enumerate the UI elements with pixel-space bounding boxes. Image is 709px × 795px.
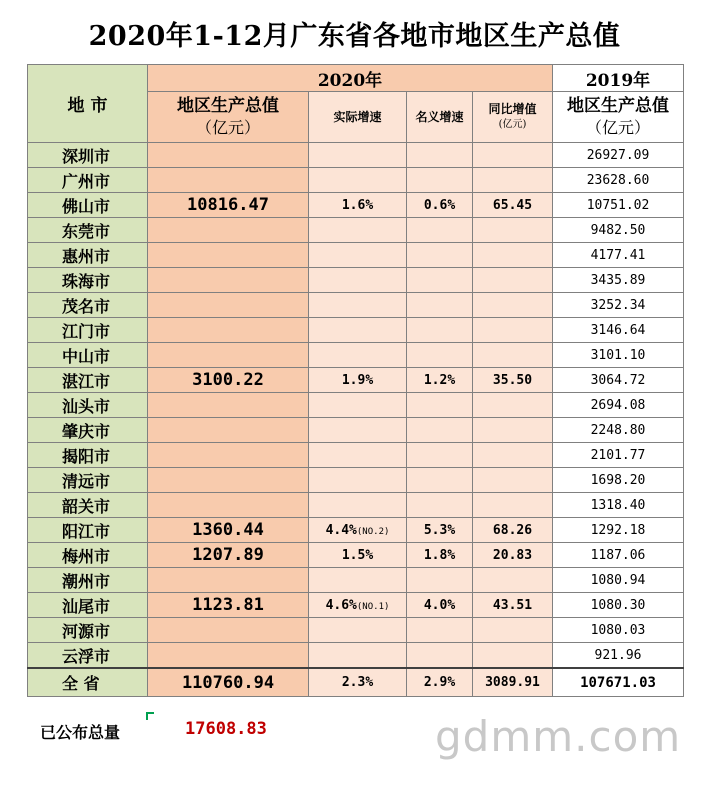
real-growth-cell	[309, 393, 407, 418]
table-row	[28, 568, 684, 593]
real-growth-cell	[309, 443, 407, 468]
gdp-2020-cell	[148, 443, 309, 468]
gdp-2019-cell: 26927.09	[553, 143, 684, 168]
header-gdp-2020	[148, 92, 309, 143]
gdp-table-body	[28, 65, 684, 697]
yoy-increase-cell	[473, 418, 553, 443]
nominal-growth-cell: 1.2%	[407, 368, 473, 393]
city-cell: 揭阳市	[28, 443, 148, 468]
header-gdp-2019-unit: （亿元）	[585, 118, 650, 137]
nominal-growth-cell	[407, 218, 473, 243]
city-cell: 广州市	[28, 168, 148, 193]
header-city: 地 市	[28, 65, 148, 143]
real-growth-cell	[309, 418, 407, 443]
yoy-increase-cell: 68.26	[473, 518, 553, 543]
city-cell: 韶关市	[28, 493, 148, 518]
table-row	[28, 143, 684, 168]
total-label-cell: 全 省	[28, 668, 148, 697]
gdp-2020-cell: 3100.22	[148, 368, 309, 393]
table-row	[28, 543, 684, 568]
gdp-2019-cell: 3146.64	[553, 318, 684, 343]
gdp-2020-cell	[148, 243, 309, 268]
yoy-increase-cell	[473, 393, 553, 418]
yoy-increase-cell	[473, 643, 553, 669]
table-row	[28, 618, 684, 643]
real-growth-value: 1.6%	[341, 197, 374, 213]
gdp-2020-cell	[148, 293, 309, 318]
city-cell: 阳江市	[28, 518, 148, 543]
real-growth-cell	[309, 168, 407, 193]
gdp-2020-cell: 1360.44	[148, 518, 309, 543]
table-row	[28, 318, 684, 343]
gdp-2019-cell: 3064.72	[553, 368, 684, 393]
growth-rank-note: (NO.1)	[356, 601, 390, 612]
city-cell: 惠州市	[28, 243, 148, 268]
real-growth-cell	[309, 468, 407, 493]
real-growth-cell	[309, 593, 407, 618]
real-growth-cell	[309, 543, 407, 568]
gdp-2019-cell: 10751.02	[553, 193, 684, 218]
nominal-growth-cell	[407, 618, 473, 643]
real-growth-value: 1.9%	[341, 372, 374, 388]
real-growth-value: 1.5%	[341, 547, 374, 563]
yoy-increase-cell: 65.45	[473, 193, 553, 218]
header-real-growth: 实际增速	[309, 92, 407, 143]
gdp-2020-cell	[148, 143, 309, 168]
gdp-2019-cell: 9482.50	[553, 218, 684, 243]
real-growth-cell	[309, 618, 407, 643]
table-row	[28, 468, 684, 493]
gdp-2019-cell: 921.96	[553, 643, 684, 669]
yoy-increase-cell: 20.83	[473, 543, 553, 568]
real-growth-cell	[309, 493, 407, 518]
table-row	[28, 268, 684, 293]
watermark-logo: gdmm.com	[435, 712, 682, 761]
yoy-increase-cell	[473, 168, 553, 193]
header-yoy-increase	[473, 92, 553, 143]
total-nominal-growth-cell: 2.9%	[407, 668, 473, 697]
real-growth-cell	[309, 518, 407, 543]
gdp-2019-cell: 3435.89	[553, 268, 684, 293]
real-growth-cell	[309, 368, 407, 393]
yoy-increase-cell	[473, 468, 553, 493]
city-cell: 清远市	[28, 468, 148, 493]
real-growth-cell	[309, 293, 407, 318]
nominal-growth-cell: 0.6%	[407, 193, 473, 218]
yoy-increase-cell	[473, 268, 553, 293]
nominal-growth-cell	[407, 568, 473, 593]
nominal-growth-cell	[407, 443, 473, 468]
table-row	[28, 293, 684, 318]
yoy-increase-cell	[473, 218, 553, 243]
nominal-growth-cell	[407, 468, 473, 493]
real-growth-cell	[309, 268, 407, 293]
nominal-growth-cell	[407, 168, 473, 193]
yoy-increase-cell	[473, 343, 553, 368]
gdp-2019-cell: 1292.18	[553, 518, 684, 543]
city-cell: 汕头市	[28, 393, 148, 418]
yoy-increase-cell	[473, 318, 553, 343]
city-cell: 汕尾市	[28, 593, 148, 618]
yoy-increase-cell	[473, 293, 553, 318]
yoy-increase-cell	[473, 618, 553, 643]
gdp-2020-cell	[148, 343, 309, 368]
total-real-growth-cell: 2.3%	[309, 668, 407, 697]
real-growth-cell	[309, 218, 407, 243]
city-cell: 珠海市	[28, 268, 148, 293]
gdp-2020-cell	[148, 468, 309, 493]
gdp-2019-cell: 23628.60	[553, 168, 684, 193]
gdp-2020-cell: 1207.89	[148, 543, 309, 568]
table-row	[28, 393, 684, 418]
gdp-2020-cell	[148, 493, 309, 518]
city-cell: 佛山市	[28, 193, 148, 218]
table-row	[28, 418, 684, 443]
nominal-growth-cell	[407, 343, 473, 368]
gdp-2019-cell: 1080.30	[553, 593, 684, 618]
gdp-2020-cell	[148, 168, 309, 193]
gdp-2020-cell	[148, 418, 309, 443]
yoy-increase-cell	[473, 568, 553, 593]
city-cell: 肇庆市	[28, 418, 148, 443]
nominal-growth-cell	[407, 318, 473, 343]
comment-marker	[146, 712, 154, 720]
real-growth-cell	[309, 193, 407, 218]
header-yoy-unit: (亿元)	[498, 119, 527, 130]
nominal-growth-cell	[407, 493, 473, 518]
gdp-2019-cell: 1318.40	[553, 493, 684, 518]
table-row	[28, 168, 684, 193]
gdp-2020-cell	[148, 568, 309, 593]
table-row	[28, 643, 684, 669]
real-growth-cell	[309, 643, 407, 669]
gdp-2020-cell	[148, 618, 309, 643]
table-row	[28, 193, 684, 218]
gdp-2020-cell	[148, 393, 309, 418]
nominal-growth-cell: 4.0%	[407, 593, 473, 618]
real-growth-cell	[309, 143, 407, 168]
gdp-2019-cell: 2248.80	[553, 418, 684, 443]
total-row	[28, 668, 684, 697]
real-growth-value: 4.4%	[325, 522, 357, 538]
yoy-increase-cell: 43.51	[473, 593, 553, 618]
growth-rank-note: (NO.2)	[356, 526, 390, 537]
gdp-2020-cell	[148, 318, 309, 343]
city-cell: 中山市	[28, 343, 148, 368]
published-total-value: 17608.83	[185, 719, 267, 739]
real-growth-cell	[309, 568, 407, 593]
yoy-increase-cell	[473, 443, 553, 468]
yoy-increase-cell: 35.50	[473, 368, 553, 393]
nominal-growth-cell: 5.3%	[407, 518, 473, 543]
gdp-2019-cell: 1187.06	[553, 543, 684, 568]
nominal-growth-cell	[407, 393, 473, 418]
table-row	[28, 493, 684, 518]
nominal-growth-cell	[407, 143, 473, 168]
city-cell: 东莞市	[28, 218, 148, 243]
table-row	[28, 368, 684, 393]
header-yoy-label: 同比增值	[488, 102, 537, 116]
header-gdp-2019	[553, 92, 684, 143]
nominal-growth-cell	[407, 243, 473, 268]
table-row	[28, 518, 684, 543]
table-row	[28, 443, 684, 468]
city-cell: 深圳市	[28, 143, 148, 168]
real-growth-cell	[309, 343, 407, 368]
city-cell: 梅州市	[28, 543, 148, 568]
gdp-2019-cell: 3252.34	[553, 293, 684, 318]
gdp-2020-cell	[148, 268, 309, 293]
real-growth-cell	[309, 318, 407, 343]
table-row	[28, 343, 684, 368]
nominal-growth-cell: 1.8%	[407, 543, 473, 568]
header-gdp-label: 地区生产总值	[177, 96, 279, 116]
real-growth-cell	[309, 243, 407, 268]
nominal-growth-cell	[407, 643, 473, 669]
table-row	[28, 218, 684, 243]
total-yoy-increase-cell: 3089.91	[473, 668, 553, 697]
gdp-2019-cell: 1080.94	[553, 568, 684, 593]
gdp-2019-cell: 2694.08	[553, 393, 684, 418]
gdp-2019-cell: 3101.10	[553, 343, 684, 368]
city-cell: 湛江市	[28, 368, 148, 393]
nominal-growth-cell	[407, 418, 473, 443]
gdp-2020-cell	[148, 643, 309, 669]
gdp-2020-cell: 10816.47	[148, 193, 309, 218]
table-row	[28, 593, 684, 618]
nominal-growth-cell	[407, 293, 473, 318]
total-gdp-2019-cell: 107671.03	[553, 668, 684, 697]
gdp-2020-cell	[148, 218, 309, 243]
real-growth-value: 4.6%	[325, 597, 357, 613]
city-cell: 云浮市	[28, 643, 148, 669]
gdp-2020-cell: 1123.81	[148, 593, 309, 618]
yoy-increase-cell	[473, 143, 553, 168]
gdp-2019-cell: 4177.41	[553, 243, 684, 268]
gdp-2019-cell: 1698.20	[553, 468, 684, 493]
header-gdp-2019-label: 地区生产总值	[567, 96, 669, 116]
city-cell: 江门市	[28, 318, 148, 343]
gdp-2019-cell: 2101.77	[553, 443, 684, 468]
header-year-2019: 2019年	[553, 65, 684, 92]
total-gdp-2020-cell: 110760.94	[148, 668, 309, 697]
city-cell: 茂名市	[28, 293, 148, 318]
page-title: 2020年1-12月广东省各地市地区生产总值	[88, 21, 621, 52]
header-year-2020: 2020年	[148, 65, 553, 92]
header-nominal-growth: 名义增速	[407, 92, 473, 143]
city-cell: 河源市	[28, 618, 148, 643]
table-row	[28, 243, 684, 268]
yoy-increase-cell	[473, 493, 553, 518]
gdp-2019-cell: 1080.03	[553, 618, 684, 643]
city-cell: 潮州市	[28, 568, 148, 593]
header-gdp-unit: （亿元）	[195, 118, 260, 137]
nominal-growth-cell	[407, 268, 473, 293]
yoy-increase-cell	[473, 243, 553, 268]
published-total-label: 已公布总量	[40, 723, 121, 742]
gdp-table	[27, 64, 684, 697]
